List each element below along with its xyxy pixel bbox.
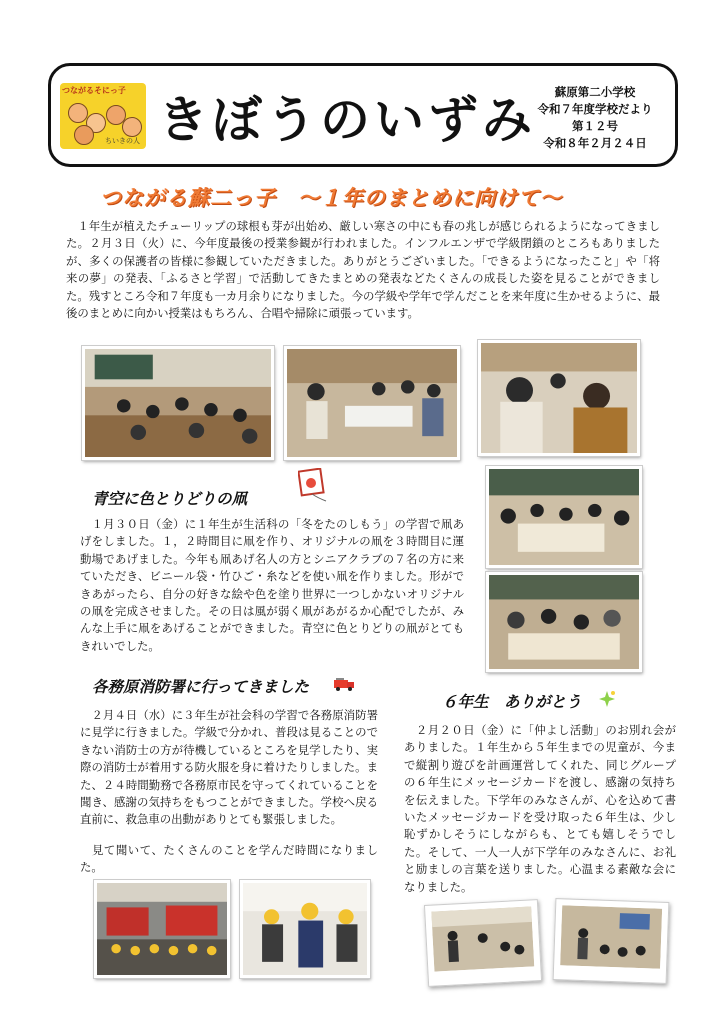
issue-date: 令和８年２月２４日 xyxy=(543,136,647,150)
newsletter-title: きぼうのいずみ xyxy=(158,91,536,149)
school-name: 蘇原第二小学校 xyxy=(554,85,636,99)
fire-heading: 各務原消防署に行ってきました xyxy=(92,678,310,696)
photo-fireproof-suit xyxy=(240,880,370,978)
photo-kite-making xyxy=(486,466,642,568)
photo-presentation xyxy=(284,346,460,460)
school-logo xyxy=(60,83,146,149)
fire-body-closing: 見て聞いて、たくさんのことを学んだ時間になりました。 xyxy=(80,843,378,875)
logo-caption-top: つながるそにっ子 xyxy=(62,86,126,95)
kite-body: １月３０日（金）に１年生が生活科の「冬をたのしもう」の学習で凧あげをしました。１，２時間目に凧を作り、オリジナルの凧を３時間目に運動場であげました。今年も凧あげ名人の方とシニアクラブの７名の方に来ていただき、ビニール袋・竹ひご・糸などを使い凧を作りました。形ができあがったら、自分の好きな絵や色を塗り世界に一つしかないオリジナルの凧を完成させました。その日は風が弱く凧があがるか心配でしたが、みんな上手に凧をあげることができました。青空に色とりどりの凧がとてもきれいでした。 xyxy=(80,517,464,653)
fire-truck-icon xyxy=(333,676,355,692)
kite-icon xyxy=(298,468,328,502)
sparkle-icon xyxy=(598,690,616,708)
photo-farewell-2 xyxy=(553,898,670,984)
sixth-body: ２月２０日（金）に「仲よし活動」のお別れ会がありました。１年生から５年生までの児童が、今まで縦割り遊びを計画運営してくれた、同じグループの６年生にメッセージカードを渡し、感謝の気持ちを伝えました。下学年のみなさんが、心を込めて書いたメッセージカードを受け取った６年生は、少し恥ずかしそうにしながらも、とても嬉しそうでした。そして、一人一人が下学年のみなさんに、お礼と励ましの言葉を送りました。心温まる素敵な会になりました。 xyxy=(404,723,676,894)
newsletter-name: 令和７年度学校だより xyxy=(537,102,653,116)
school-info xyxy=(521,84,669,152)
main-heading: つながる蘇二っ子 ～１年のまとめに向けて～ xyxy=(100,186,562,210)
photo-kite-seniors xyxy=(486,572,642,672)
main-body: １年生が植えたチューリップの球根も芽が出始め、厳しい寒さの中にも春の兆しが感じられるようになってきました。２月３日（火）に、今年度最後の授業参観が行われました。インフルエンザで学級閉鎖のところもありましたが、多くの保護者の皆様に参観していただきました。ありがとうございました。「できるようになったこと」や「将来の夢」の発表、「ふるさと学習」で活動してきたまとめの発表などたくさんの成長した姿を見ることができました。残すところ令和７年度も一カ月余りになりました。今の学級や学年で学んだことを来年度に生かせるように、最後のまとめに向かい授業はもちろん、合唱や掃除に頑張っています。 xyxy=(66,219,660,321)
kite-heading: 青空に色とりどりの凧 xyxy=(92,490,248,508)
sixth-heading: ６年生 ありがとう xyxy=(442,693,582,711)
issue-number: 第１２号 xyxy=(572,119,618,133)
fire-body: ２月４日（水）に３年生が社会科の学習で各務原消防署に見学に行きました。学級で分かれ、普段は見ることのできない消防士の方が待機しているところを見学したり、実際の消防士が着用する防火服を身に着けたりしました。また、２４時間勤務で各務原市民を守ってくれていることを聞き、感謝の気持ちをもつことができました。学校へ戻る直前に、救急車の出動がありとても緊張しました。 xyxy=(80,708,378,827)
photo-parents-class xyxy=(478,340,640,456)
photo-classroom-observation xyxy=(82,346,274,460)
photo-fire-station xyxy=(94,880,230,978)
logo-caption-bottom: ちいきの人 xyxy=(105,137,140,145)
photo-farewell-1 xyxy=(424,899,542,987)
